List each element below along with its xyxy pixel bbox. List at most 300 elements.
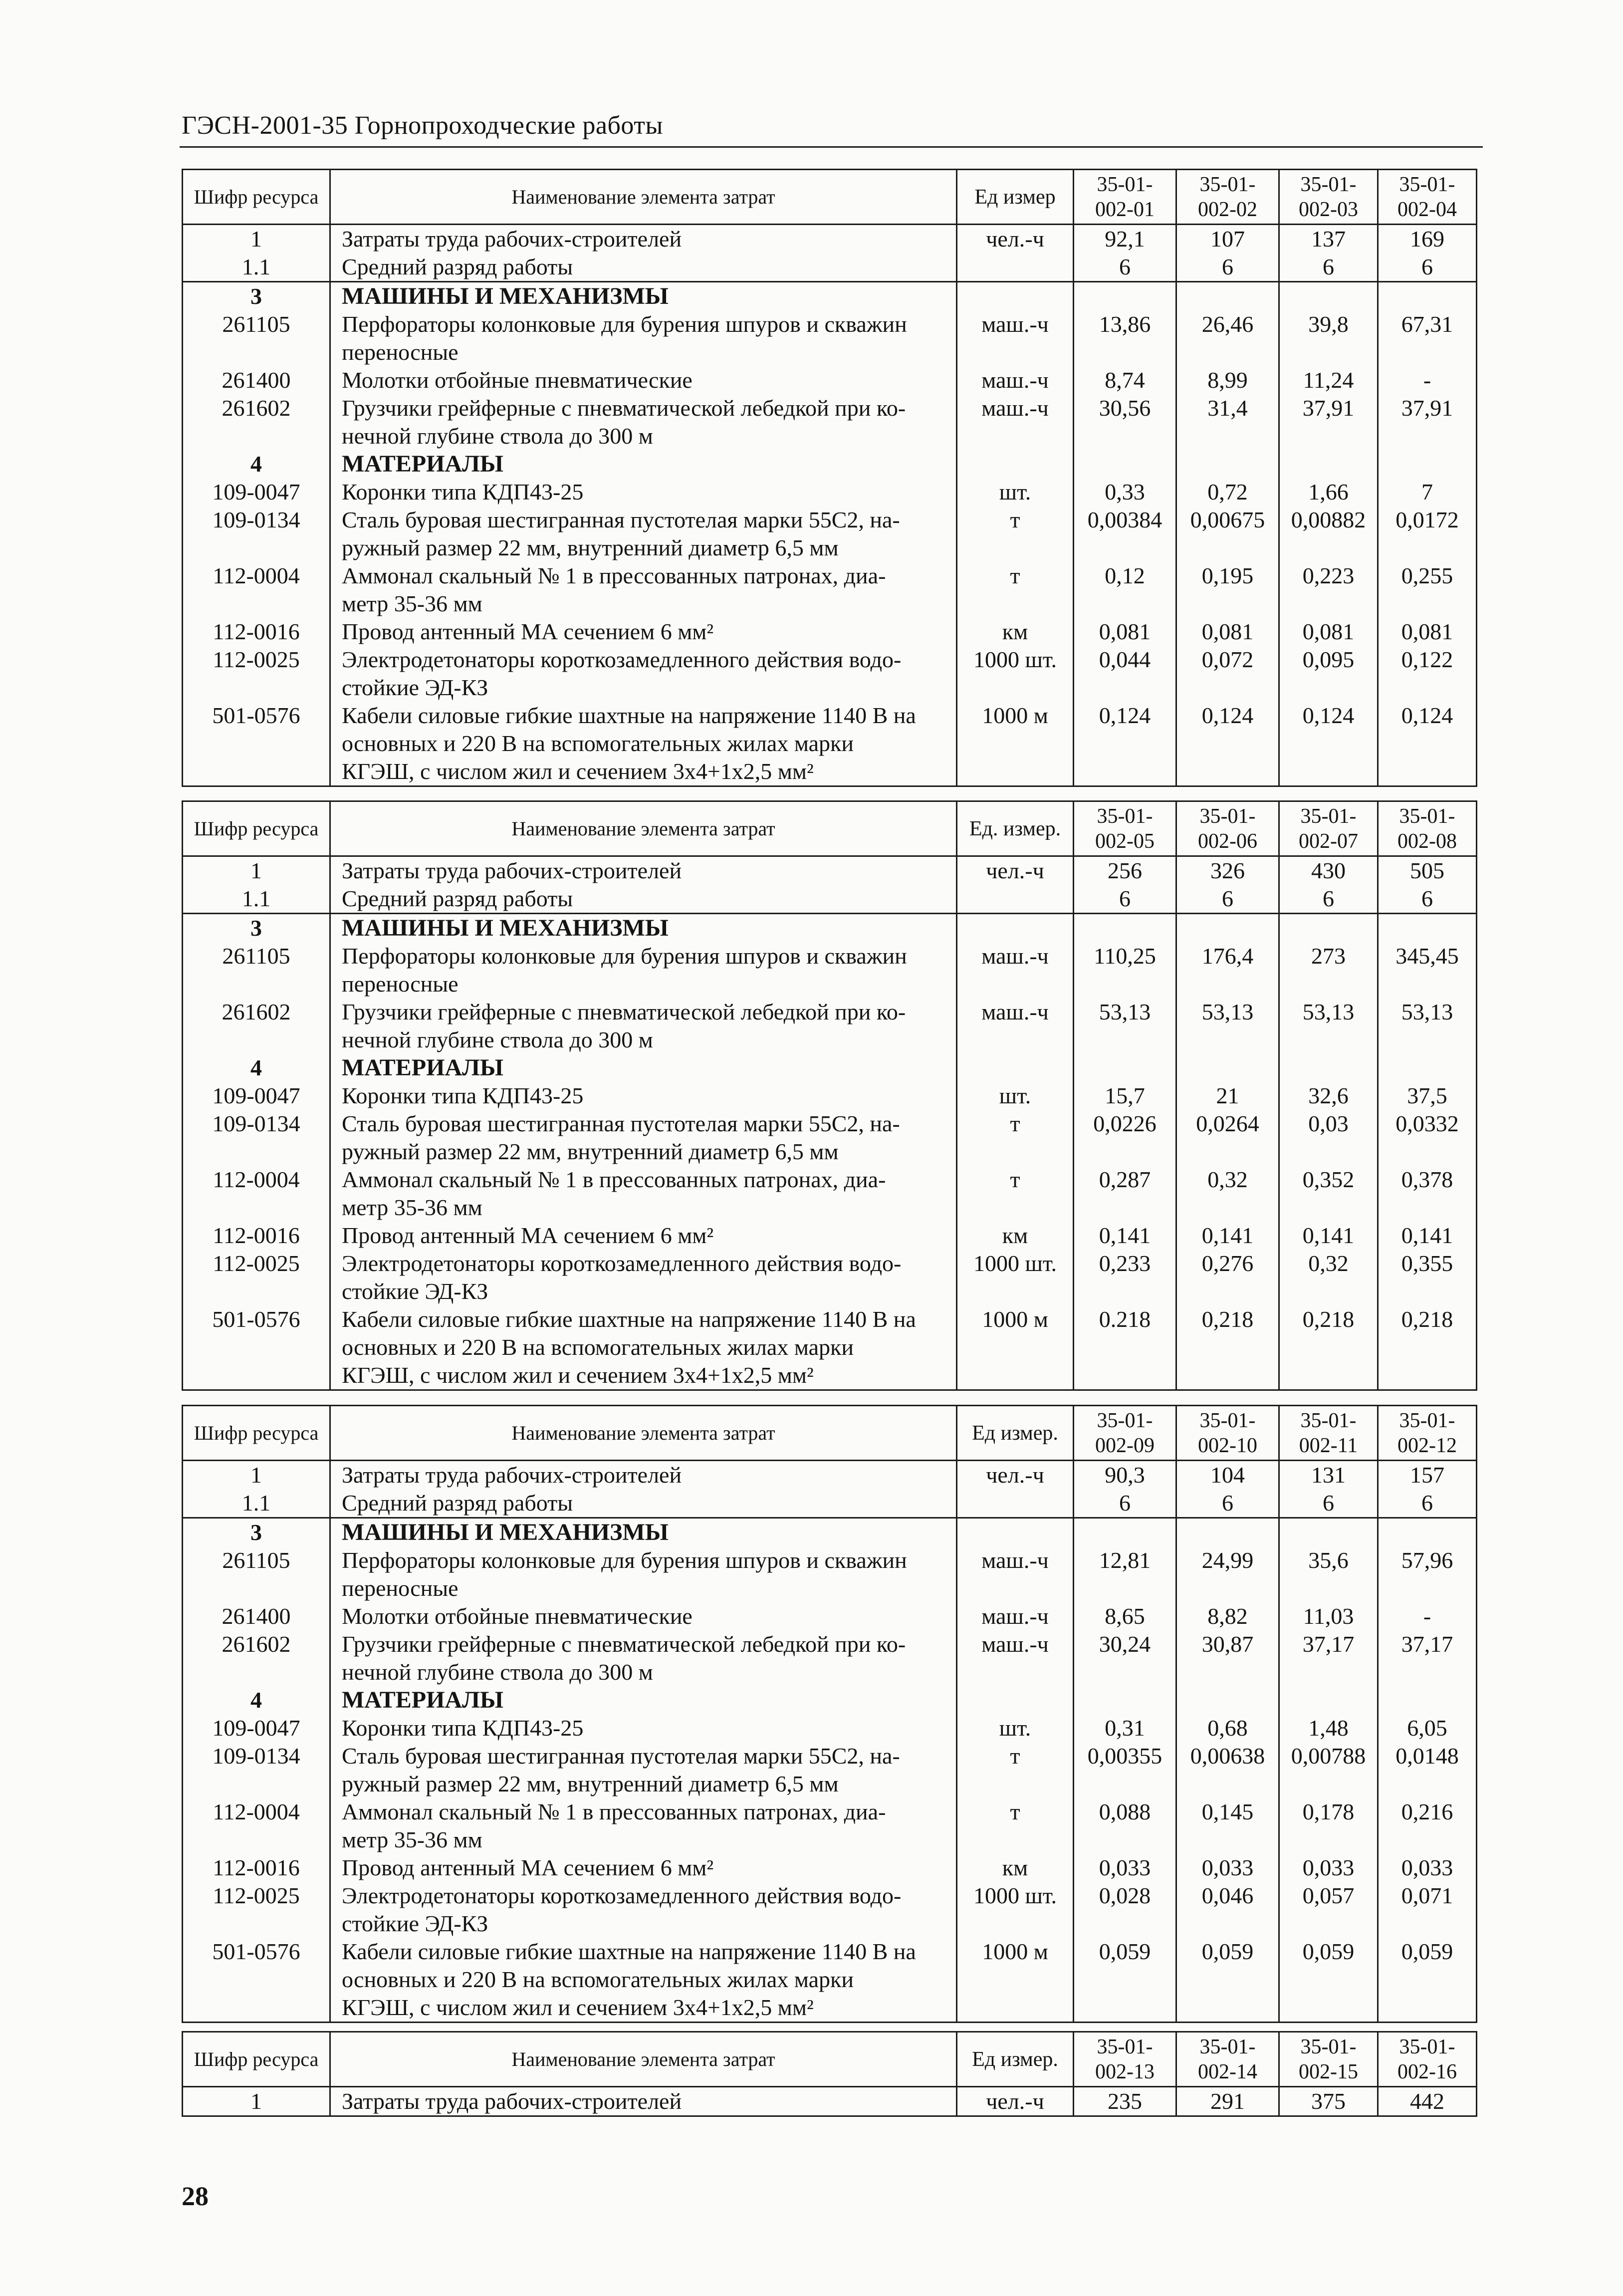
resource-value (1074, 914, 1176, 943)
norm-code-part: 35-01- (1399, 2035, 1455, 2058)
table-row (183, 1742, 1477, 1798)
resource-value: 0,071 (1378, 1882, 1477, 1938)
resource-value: 53,13 (1378, 998, 1477, 1054)
name-line: Кабели силовые гибкие шахтные на напряжение 1140 В на (342, 1306, 916, 1332)
table-row (183, 885, 1477, 914)
resource-unit (957, 1686, 1074, 1714)
resource-value: 31,4 (1176, 394, 1279, 450)
resource-value (1176, 1518, 1279, 1547)
resource-value: 0,072 (1176, 646, 1279, 702)
resource-value: 0,00384 (1074, 506, 1176, 562)
resource-value (1176, 282, 1279, 311)
resource-value: 157 (1378, 1461, 1477, 1490)
resource-value: 0,00638 (1176, 1742, 1279, 1798)
table-row (183, 562, 1477, 618)
resource-value: 32,6 (1279, 1082, 1378, 1110)
resource-unit: т (957, 1798, 1074, 1854)
section-row (183, 1518, 1477, 1547)
resource-code: 1.1 (183, 1489, 330, 1518)
name-line: ружный размер 22 мм, внутренний диаметр 6,5 мм (342, 535, 839, 560)
name-line: Электродетонаторы короткозамедленного действия водо- (342, 1251, 902, 1276)
resource-unit: чел.-ч (957, 225, 1074, 254)
page-number: 28 (182, 2181, 209, 2211)
header-norm-code (1279, 1406, 1378, 1461)
resource-value: 291 (1176, 2087, 1279, 2116)
resource-name: Средний разряд работы (330, 1489, 957, 1518)
resource-value: 39,8 (1279, 310, 1378, 366)
norm-code-part: 35-01- (1199, 173, 1256, 196)
table-row (183, 1854, 1477, 1882)
resource-value: 0,355 (1378, 1250, 1477, 1305)
resource-value: 0,081 (1279, 618, 1378, 646)
section-row (183, 1686, 1477, 1714)
table-row (183, 1082, 1477, 1110)
header-norm-code (1074, 1406, 1176, 1461)
resource-value: 0,31 (1074, 1714, 1176, 1742)
resource-name (330, 1166, 957, 1222)
header-norm-code (1378, 2032, 1477, 2087)
norm-code-part: 35-01- (1199, 804, 1256, 828)
resource-value: 131 (1279, 1461, 1378, 1490)
table-row (183, 618, 1477, 646)
resource-value: 0,276 (1176, 1250, 1279, 1305)
resource-value: 430 (1279, 856, 1378, 885)
resource-value: 6 (1074, 1489, 1176, 1518)
resource-value (1378, 1518, 1477, 1547)
header-norm-code (1279, 2032, 1378, 2087)
resource-code: 4 (183, 1686, 330, 1714)
name-line: Грузчики грейферные с пневматической лебедкой при ко- (342, 395, 906, 421)
resource-value: 0,378 (1378, 1166, 1477, 1222)
resource-unit: шт. (957, 478, 1074, 506)
norm-code-part: 002-13 (1095, 2060, 1155, 2083)
section-row (183, 282, 1477, 311)
resource-value: 53,13 (1279, 998, 1378, 1054)
resource-value (1378, 282, 1477, 311)
resource-unit (957, 1054, 1074, 1082)
table-row (183, 1798, 1477, 1854)
norm-code-part: 002-03 (1299, 198, 1358, 221)
resource-value: 442 (1378, 2087, 1477, 2116)
table-row (183, 1938, 1477, 2023)
name-line: переносные (342, 971, 459, 997)
resource-value: 37,5 (1378, 1082, 1477, 1110)
resource-value: 37,91 (1378, 394, 1477, 450)
table-row (183, 1630, 1477, 1686)
section-title: МАШИНЫ И МЕХАНИЗМЫ (330, 282, 957, 311)
table-row (183, 646, 1477, 702)
norm-code-part: 002-06 (1198, 829, 1257, 853)
resource-value: 0,0332 (1378, 1110, 1477, 1166)
resource-name (330, 646, 957, 702)
resource-code: 3 (183, 1518, 330, 1547)
name-line: Перфораторы колонковые для бурения шпуров и скважин (342, 943, 907, 969)
table-row (183, 310, 1477, 366)
norm-code-part: 002-05 (1095, 829, 1155, 853)
resource-unit: 1000 м (957, 1305, 1074, 1390)
resource-value: 26,46 (1176, 310, 1279, 366)
resource-value: 0,081 (1176, 618, 1279, 646)
table-row (183, 1222, 1477, 1250)
resource-unit: 1000 шт. (957, 1882, 1074, 1938)
resource-value (1279, 1686, 1378, 1714)
name-line: Кабели силовые гибкие шахтные на напряжение 1140 В на (342, 703, 916, 728)
resource-value: 0,287 (1074, 1166, 1176, 1222)
name-line: КГЭШ, с числом жил и сечением 3х4+1х2,5 мм² (342, 759, 814, 784)
resource-code: 261400 (183, 366, 330, 394)
resource-name (330, 1305, 957, 1390)
resource-value: 176,4 (1176, 942, 1279, 998)
section-title: МАТЕРИАЛЫ (330, 1686, 957, 1714)
resource-value: 0,216 (1378, 1798, 1477, 1854)
resource-value: 0,059 (1378, 1938, 1477, 2023)
resource-value: 35,6 (1279, 1546, 1378, 1602)
name-line: ружный размер 22 мм, внутренний диаметр 6,5 мм (342, 1771, 839, 1796)
resource-code: 1 (183, 1461, 330, 1490)
resource-name: Средний разряд работы (330, 253, 957, 282)
resource-name: Коронки типа КДП43-25 (330, 1082, 957, 1110)
resource-value: 8,99 (1176, 366, 1279, 394)
resource-unit: км (957, 1854, 1074, 1882)
resource-name: Коронки типа КДП43-25 (330, 1714, 957, 1742)
resource-value (1176, 1686, 1279, 1714)
resource-name: Провод антенный МА сечением 6 мм² (330, 618, 957, 646)
name-line: нечной глубине ствола до 300 м (342, 1659, 653, 1685)
table-row (183, 942, 1477, 998)
resource-code: 4 (183, 450, 330, 478)
header-divider (180, 146, 1483, 148)
resource-value: 0,141 (1074, 1222, 1176, 1250)
resource-unit: маш.-ч (957, 366, 1074, 394)
resource-value: 15,7 (1074, 1082, 1176, 1110)
resource-unit: маш.-ч (957, 1630, 1074, 1686)
resource-value: 256 (1074, 856, 1176, 885)
resource-value: 0,32 (1176, 1166, 1279, 1222)
table-row (183, 702, 1477, 786)
norm-code-part: 35-01- (1199, 1409, 1256, 1432)
header-norm-code (1378, 170, 1477, 225)
header-name: Наименование элемента затрат (330, 801, 957, 856)
resource-value: 0,033 (1378, 1854, 1477, 1882)
table-row (183, 1602, 1477, 1630)
section-row (183, 914, 1477, 943)
resource-value: 37,91 (1279, 394, 1378, 450)
resource-code: 501-0576 (183, 702, 330, 786)
norm-code-part: 35-01- (1399, 173, 1455, 196)
resource-value: 0,088 (1074, 1798, 1176, 1854)
resource-value: 11,03 (1279, 1602, 1378, 1630)
resource-value: 0,03 (1279, 1110, 1378, 1166)
resource-value: 235 (1074, 2087, 1176, 2116)
header-norm-code (1176, 1406, 1279, 1461)
resource-name (330, 1250, 957, 1305)
table-row (183, 506, 1477, 562)
resource-unit: т (957, 1742, 1074, 1798)
resource-value: 0,00788 (1279, 1742, 1378, 1798)
resource-value (1074, 282, 1176, 311)
name-line: основных и 220 В на вспомогательных жилах марки (342, 1334, 854, 1360)
resource-value: 6 (1279, 1489, 1378, 1518)
resource-value: 0,255 (1378, 562, 1477, 618)
name-line: ружный размер 22 мм, внутренний диаметр 6,5 мм (342, 1139, 839, 1164)
resource-value: 0,124 (1074, 702, 1176, 786)
table-header-row (183, 2032, 1477, 2087)
resource-value: 0,218 (1176, 1305, 1279, 1390)
norm-code-part: 35-01- (1300, 1409, 1357, 1432)
section-title: МАШИНЫ И МЕХАНИЗМЫ (330, 1518, 957, 1547)
norm-code-part: 35-01- (1097, 2035, 1153, 2058)
resource-code: 112-0025 (183, 646, 330, 702)
table-row (183, 2087, 1477, 2116)
resource-code: 261602 (183, 394, 330, 450)
table-header-row (183, 801, 1477, 856)
resource-value: 0,233 (1074, 1250, 1176, 1305)
header-norm-code (1279, 170, 1378, 225)
resource-value: 8,82 (1176, 1602, 1279, 1630)
name-line: метр 35-36 мм (342, 591, 482, 616)
header-norm-code (1074, 2032, 1176, 2087)
resource-value: 0,00882 (1279, 506, 1378, 562)
resource-value: 0.218 (1074, 1305, 1176, 1390)
resource-value: 57,96 (1378, 1546, 1477, 1602)
resource-value: 0,081 (1074, 618, 1176, 646)
name-line: Перфораторы колонковые для бурения шпуров и скважин (342, 1547, 907, 1573)
resource-value: 0,218 (1279, 1305, 1378, 1390)
resource-value: 0,178 (1279, 1798, 1378, 1854)
resource-code: 112-0016 (183, 618, 330, 646)
resource-name (330, 942, 957, 998)
resource-value: 0,72 (1176, 478, 1279, 506)
resource-value: 6 (1378, 885, 1477, 914)
header-name: Наименование элемента затрат (330, 1406, 957, 1461)
name-line: Сталь буровая шестигранная пустотелая марки 55С2, на- (342, 1743, 900, 1769)
name-line: Сталь буровая шестигранная пустотелая марки 55С2, на- (342, 507, 900, 532)
resource-code: 261105 (183, 310, 330, 366)
page-header-title: ГЭСН-2001-35 Горнопроходческие работы (182, 111, 663, 140)
header-unit: Ед измер. (957, 2032, 1074, 2087)
resource-unit: маш.-ч (957, 394, 1074, 450)
resource-value (1378, 450, 1477, 478)
resource-name (330, 1630, 957, 1686)
resource-value: 0,059 (1176, 1938, 1279, 2023)
norm-code-part: 35-01- (1399, 1409, 1455, 1432)
resource-code: 1 (183, 2087, 330, 2116)
name-line: стойкие ЭД-КЗ (342, 675, 488, 700)
resource-value: 107 (1176, 225, 1279, 254)
resource-unit: маш.-ч (957, 310, 1074, 366)
resource-value: 0,141 (1176, 1222, 1279, 1250)
resource-value: 0,00355 (1074, 1742, 1176, 1798)
resource-code: 501-0576 (183, 1305, 330, 1390)
name-line: основных и 220 В на вспомогательных жилах марки (342, 731, 854, 756)
resource-value: 21 (1176, 1082, 1279, 1110)
table-row (183, 1461, 1477, 1490)
resource-value: 24,99 (1176, 1546, 1279, 1602)
resource-code: 261602 (183, 1630, 330, 1686)
resource-code: 261105 (183, 1546, 330, 1602)
resource-value (1279, 450, 1378, 478)
norm-code-part: 002-11 (1299, 1434, 1358, 1457)
resource-value: 92,1 (1074, 225, 1176, 254)
norm-code-part: 002-04 (1397, 198, 1457, 221)
norm-code-part: 35-01- (1300, 804, 1357, 828)
resource-value: 67,31 (1378, 310, 1477, 366)
resource-value (1074, 1686, 1176, 1714)
resource-unit: маш.-ч (957, 998, 1074, 1054)
norm-code-part: 35-01- (1300, 2035, 1357, 2058)
resource-value: 53,13 (1074, 998, 1176, 1054)
name-line: Аммонал скальный № 1 в прессованных патронах, диа- (342, 563, 886, 588)
resource-code: 112-0016 (183, 1854, 330, 1882)
table-row (183, 225, 1477, 254)
resource-value: 37,17 (1378, 1630, 1477, 1686)
norm-code-part: 002-14 (1198, 2060, 1257, 2083)
resource-name (330, 394, 957, 450)
resource-value: 0,044 (1074, 646, 1176, 702)
header-code: Шифр ресурса (183, 1406, 330, 1461)
norm-code-part: 002-16 (1397, 2060, 1457, 2083)
resource-value: 6 (1176, 885, 1279, 914)
header-norm-code (1378, 1406, 1477, 1461)
header-norm-code (1074, 170, 1176, 225)
resource-value (1378, 1686, 1477, 1714)
norm-code-part: 002-15 (1299, 2060, 1358, 2083)
resource-value: 0,124 (1279, 702, 1378, 786)
resource-name: Затраты труда рабочих-строителей (330, 2087, 957, 2116)
name-line: основных и 220 В на вспомогательных жилах марки (342, 1967, 854, 1992)
resource-name: Затраты труда рабочих-строителей (330, 1461, 957, 1490)
resource-name: Молотки отбойные пневматические (330, 1602, 957, 1630)
resource-unit: чел.-ч (957, 1461, 1074, 1490)
resource-value (1378, 1054, 1477, 1082)
norms-table (182, 800, 1477, 1391)
resource-name: Затраты труда рабочих-строителей (330, 856, 957, 885)
resource-value: 0,059 (1279, 1938, 1378, 2023)
resource-value: 0,0148 (1378, 1742, 1477, 1798)
resource-value: 0,124 (1378, 702, 1477, 786)
resource-unit: маш.-ч (957, 1602, 1074, 1630)
section-title: МАТЕРИАЛЫ (330, 450, 957, 478)
name-line: переносные (342, 1575, 459, 1601)
resource-code: 109-0134 (183, 1742, 330, 1798)
resource-code: 112-0025 (183, 1882, 330, 1938)
resource-value: 0,033 (1176, 1854, 1279, 1882)
resource-value: 0,124 (1176, 702, 1279, 786)
resource-code: 1.1 (183, 885, 330, 914)
name-line: Перфораторы колонковые для бурения шпуров и скважин (342, 311, 907, 337)
resource-name (330, 1110, 957, 1166)
table-row (183, 1882, 1477, 1938)
resource-code: 112-0004 (183, 1798, 330, 1854)
norm-code-part: 35-01- (1300, 173, 1357, 196)
resource-value: 11,24 (1279, 366, 1378, 394)
resource-value: 375 (1279, 2087, 1378, 2116)
norms-table (182, 169, 1477, 787)
resource-code: 112-0025 (183, 1250, 330, 1305)
resource-code: 109-0134 (183, 506, 330, 562)
resource-code: 261602 (183, 998, 330, 1054)
resource-value: 8,74 (1074, 366, 1176, 394)
resource-value: 0,195 (1176, 562, 1279, 618)
resource-value: 0,057 (1279, 1882, 1378, 1938)
name-line: метр 35-36 мм (342, 1827, 482, 1852)
resource-unit: шт. (957, 1714, 1074, 1742)
resource-value: 0,122 (1378, 646, 1477, 702)
resource-name (330, 562, 957, 618)
resource-name: Коронки типа КДП43-25 (330, 478, 957, 506)
resource-unit (957, 885, 1074, 914)
resource-value: 1,66 (1279, 478, 1378, 506)
resource-unit: 1000 м (957, 702, 1074, 786)
resource-value: 0,0172 (1378, 506, 1477, 562)
resource-value (1279, 1518, 1378, 1547)
table-header-row (183, 1406, 1477, 1461)
table-row (183, 1110, 1477, 1166)
header-code: Шифр ресурса (183, 801, 330, 856)
norm-code-part: 002-10 (1198, 1434, 1257, 1457)
resource-unit: 1000 м (957, 1938, 1074, 2023)
resource-unit: 1000 шт. (957, 646, 1074, 702)
header-code: Шифр ресурса (183, 170, 330, 225)
name-line: нечной глубине ствола до 300 м (342, 423, 653, 449)
resource-unit: т (957, 1110, 1074, 1166)
resource-unit: т (957, 506, 1074, 562)
resource-value: 0,33 (1074, 478, 1176, 506)
resource-code: 112-0016 (183, 1222, 330, 1250)
resource-unit: шт. (957, 1082, 1074, 1110)
table-row (183, 856, 1477, 885)
resource-name (330, 998, 957, 1054)
table-row (183, 253, 1477, 282)
resource-code: 109-0047 (183, 1082, 330, 1110)
resource-value: 6 (1176, 253, 1279, 282)
resource-value: 1,48 (1279, 1714, 1378, 1742)
resource-value: 8,65 (1074, 1602, 1176, 1630)
resource-value (1176, 1054, 1279, 1082)
resource-value: 0,218 (1378, 1305, 1477, 1390)
table-row (183, 366, 1477, 394)
resource-unit: чел.-ч (957, 856, 1074, 885)
resource-code: 112-0004 (183, 1166, 330, 1222)
resource-value: 53,13 (1176, 998, 1279, 1054)
resource-value (1176, 914, 1279, 943)
resource-value (1074, 1054, 1176, 1082)
norm-code-part: 002-01 (1095, 198, 1155, 221)
name-line: переносные (342, 339, 459, 365)
resource-unit (957, 253, 1074, 282)
resource-name: Средний разряд работы (330, 885, 957, 914)
norms-table (182, 1405, 1477, 2023)
resource-unit: чел.-ч (957, 2087, 1074, 2116)
resource-value: 0,145 (1176, 1798, 1279, 1854)
resource-value: 6,05 (1378, 1714, 1477, 1742)
table-row (183, 478, 1477, 506)
resource-value (1279, 914, 1378, 943)
table-row (183, 1250, 1477, 1305)
resource-code: 1 (183, 225, 330, 254)
norm-code-part: 35-01- (1199, 2035, 1256, 2058)
name-line: Электродетонаторы короткозамедленного действия водо- (342, 647, 902, 672)
table-row (183, 998, 1477, 1054)
resource-unit (957, 914, 1074, 943)
resource-value: - (1378, 366, 1477, 394)
resource-value: 0,352 (1279, 1166, 1378, 1222)
resource-value (1378, 914, 1477, 943)
name-line: Аммонал скальный № 1 в прессованных патронах, диа- (342, 1167, 886, 1192)
header-code: Шифр ресурса (183, 2032, 330, 2087)
resource-value: 0,0264 (1176, 1110, 1279, 1166)
resource-name: Провод антенный МА сечением 6 мм² (330, 1854, 957, 1882)
